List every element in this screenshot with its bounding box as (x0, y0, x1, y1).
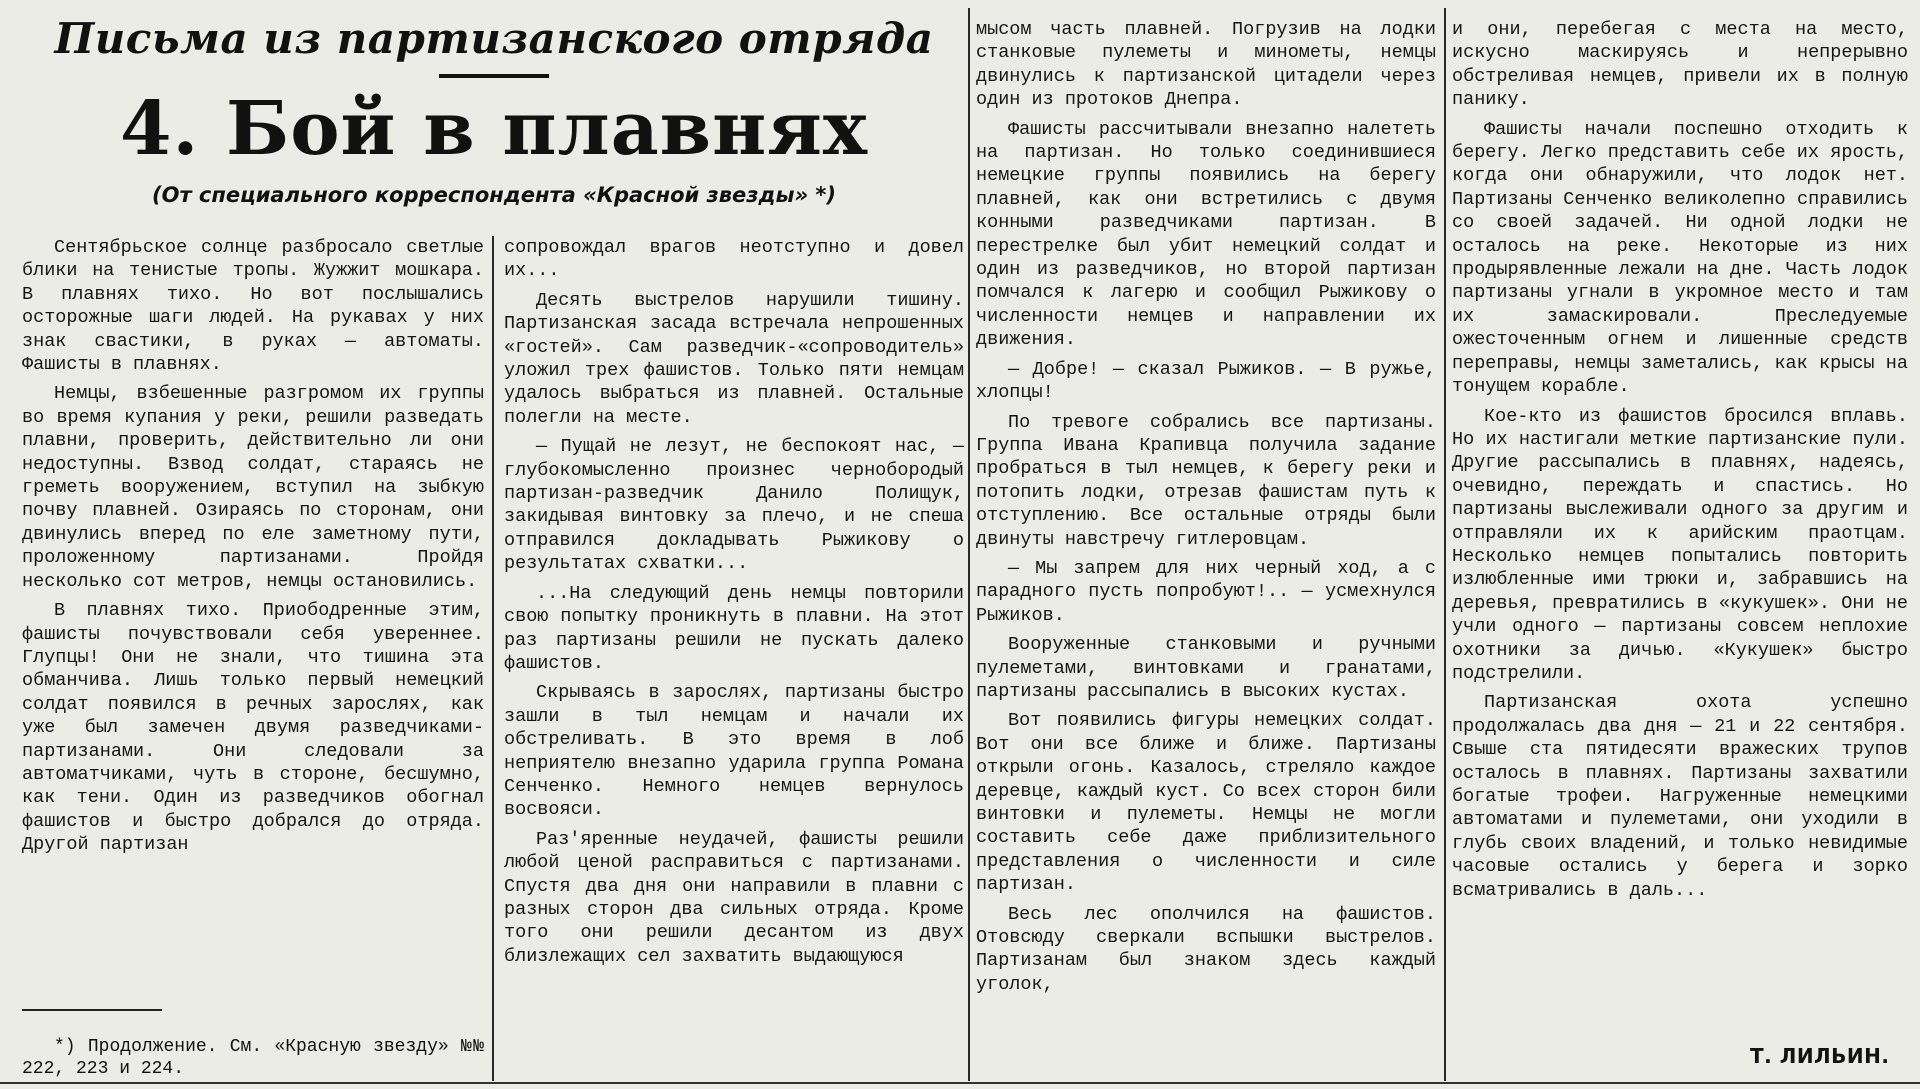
paragraph: Сентябрьское солнце разбросало светлые блики на тенистые тропы. Жужжит мошкара. В плавнях тихо. Но вот послышались осторожные шаги людей. На рукавах у них знак свастики, в руках — автоматы. Фашисты в плавнях. (22, 237, 484, 376)
paragraph: сопровождал врагов неотступно и довел их... (504, 237, 964, 282)
article-column-4 (1452, 18, 1908, 1082)
column-divider (1444, 8, 1446, 1081)
footnote (22, 1036, 484, 1080)
article-column-3 (976, 18, 1436, 1082)
footnote-text: *) Продолжение. См. «Красную звезду» №№ 222, 223 и 224. (22, 1037, 484, 1079)
footnote-divider (22, 1009, 162, 1011)
paragraph: Партизанская охота успешно продолжалась два дня — 21 и 22 сентября. Свыше ста пятидесяти вражеских трупов осталось в плавнях. Партизаны захватили богатые трофеи. Нагруженные немецкими автоматами и пулеметами, они уходили в глубь своих владений, и только невидимые часовые остались у берега и зорко всматривались в даль... (1452, 692, 1908, 901)
paragraph: — Пущай не лезут, не беспокоят нас, — глубокомысленно произнес чернобородый партизан-разведчик Данило Полищук, закидывая винтовку за плечо, и не спеша отправился докладывать Рыжикову о результатах схватки... (504, 436, 964, 575)
series-title: Письма из партизанского отряда (54, 14, 934, 63)
article-title: 4. Бой в плавнях (119, 86, 869, 172)
byline: (От специального корреспондента «Красной звезды» *) (152, 183, 836, 207)
paragraph: Фашисты рассчитывали внезапно налететь на партизан. Но только соединившиеся немецкие группы появились на берегу плавней, как они встретились с двумя конными разведчиками партизан. В перестрелке был убит немецкий солдат и один из разведчиков, но второй партизан помчался к лагерю и сообщил Рыжикову о численности немцев и направлении их движения. (976, 118, 1436, 351)
title-divider (439, 74, 549, 78)
paragraph: Вот появились фигуры немецких солдат. Вот они все ближе и ближе. Партизаны открыли огонь. Казалось, стреляло каждое деревце, каждый куст. Со всех сторон били винтовки и пулеметы. Немцы не могли составить себе даже приблизительного представления о численности и силе партизан. (976, 710, 1436, 896)
bottom-border (0, 1082, 1920, 1084)
article-column-2 (504, 236, 964, 1081)
paragraph: Весь лес ополчился на фашистов. Отовсюду сверкали вспышки выстрелов. Партизанам был знаком здесь каждый уголок, (976, 903, 1436, 995)
paragraph: мысом часть плавней. Погрузив на лодки станковые пулеметы и минометы, немцы двинулись к партизанской цитадели через один из протоков Днепра. (976, 19, 1436, 111)
paragraph: Раз'яренные неудачей, фашисты решили любой ценой расправиться с партизанами. Спустя два дня они направили в плавни с разных сторон два сильных отряда. Кроме того они решили десантом из двух близлежащих сел захватить выдающуюся (504, 828, 964, 967)
article-column-1 (22, 236, 484, 976)
paragraph: Десять выстрелов нарушили тишину. Партизанская засада встречала непрошенных «гостей». Сам разведчик-«сопроводитель» уложил трех фашистов. Только пяти немцам удалось выбраться из плавней. Остальные полегли на месте. (504, 289, 964, 428)
paragraph: и они, перебегая с места на место, искусно маскируясь и непрерывно обстреливая немцев, привели их в полную панику. (1452, 19, 1908, 111)
paragraph: Кое-кто из фашистов бросился вплавь. Но их настигали меткие партизанские пули. Другие рассыпались в плавнях, надеясь, очевидно, переждать и спастись. Но партизаны выслеживали одного за другим и отправляли их к арийским праотцам. Несколько немцев попытались повторить излюбленные ими трюки и, забравшись на деревья, превратились в «кукушек». Они не учли одного — партизаны совсем неплохие охотники за дичью. «Кукушек» быстро подстрелили. (1452, 405, 1908, 684)
paragraph: Фашисты начали поспешно отходить к берегу. Легко представить себе их ярость, когда они обнаружили, что лодок нет. Партизаны Сенченко великолепно справились со своей задачей. Ни одной лодки не осталось на реке. Некоторые из них продырявленные лежали на дне. Часть лодок партизаны угнали в укромное место и там их замаскировали. Преследуемые ожесточенным огнем и лишенные средств переправы, немцы заметались, как крысы на тонущем корабле. (1452, 118, 1908, 398)
paragraph: Немцы, взбешенные разгромом их группы во время купания у реки, решили разведать плавни, проверить, действительно ли они недоступны. Взвод солдат, стараясь не греметь вооружением, вступил на зыбкую почву плавней. Озираясь по сторонам, они двинулись вперед по еле заметному пути, проложенному партизанами. Пройдя несколько сот метров, немцы остановились. (22, 383, 484, 592)
paragraph: ...На следующий день немцы повторили свою попытку проникнуть в плавни. На этот раз партизаны решили не пускать далеко фашистов. (504, 582, 964, 674)
paragraph: — Мы запрем для них черный ход, а с парадного пусть попробуют!.. — усмехнулся Рыжиков. (976, 557, 1436, 626)
paragraph: Скрываясь в зарослях, партизаны быстро зашли в тыл немцам и начали их обстреливать. В это время в лоб неприятелю внезапно ударила группа Романа Сенченко. Немного немцев вернулось восвояси. (504, 682, 964, 821)
column-divider (968, 8, 970, 1081)
paragraph: По тревоге собрались все партизаны. Группа Ивана Крапивца получила задание пробраться в тыл немцев, к берегу реки и потопить лодки, отрезав фашистам путь к отступлению. Все остальные отряды были двинуты навстречу гитлеровцам. (976, 411, 1436, 550)
headline-block (14, 14, 974, 208)
column-divider (492, 236, 494, 1081)
paragraph: Вооруженные станковыми и ручными пулеметами, винтовками и гранатами, партизаны рассыпались в высоких кустах. (976, 634, 1436, 702)
paragraph: В плавнях тихо. Приободренные этим, фашисты почувствовали себя увереннее. Глупцы! Они не знали, что тишина эта обманчива. Лишь только первый немецкий солдат появился в речных зарослях, как уже был замечен двумя разведчиками-партизанами. Они следовали за автоматчиками, чуть в стороне, бесшумно, как тени. Один из разведчиков обогнал фашистов и быстро добрался до отряда. Другой партизан (22, 600, 484, 856)
author-signature: Т. ЛИЛЬИН. (1750, 1044, 1890, 1068)
paragraph: — Добре! — сказал Рыжиков. — В ружье, хлопцы! (976, 358, 1436, 404)
